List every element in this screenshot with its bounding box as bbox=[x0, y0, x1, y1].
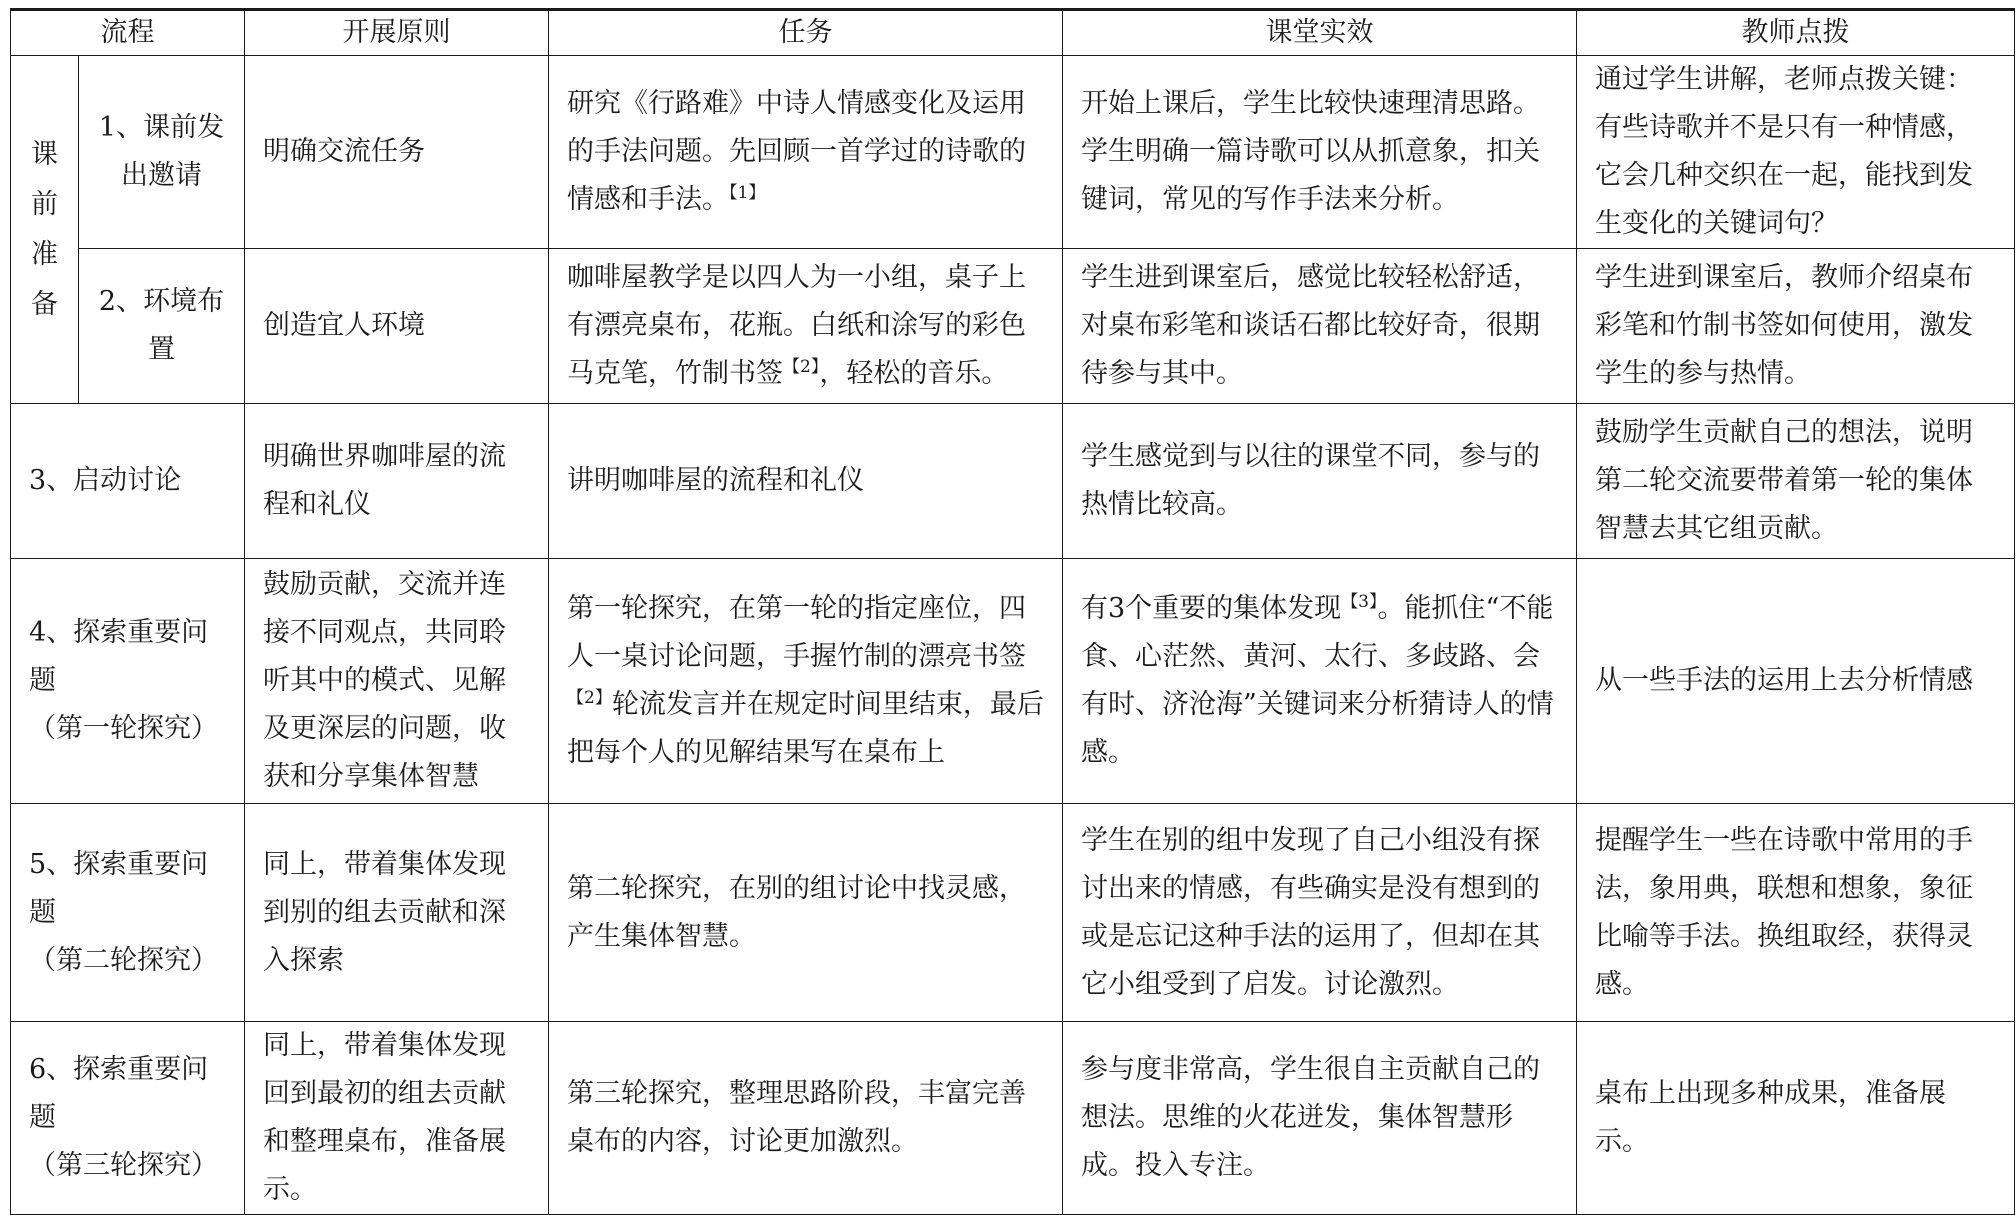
task-cell: 咖啡屋教学是以四人为一小组，桌子上有漂亮桌布，花瓶。白纸和涂写的彩色马克笔，竹制书签$^{【2】}$，轻松的音乐。 bbox=[549, 249, 1063, 404]
step-cell: 2、环境布置 bbox=[79, 249, 245, 404]
guidance-cell: 通过学生讲解，老师点拨关键：有些诗歌并不是只有一种情感，它会几种交织在一起，能找到发生变化的关键词句？ bbox=[1577, 56, 2015, 249]
task-cell: 第二轮探究，在别的组讨论中找灵感，产生集体智慧。 bbox=[549, 804, 1063, 1022]
table-row bbox=[11, 404, 2015, 559]
table-row bbox=[11, 1022, 2015, 1215]
footnote-ref: 【2】 bbox=[783, 357, 820, 377]
step-cell: 3、启动讨论 bbox=[11, 404, 245, 559]
table-row bbox=[11, 559, 2015, 804]
principle-cell: 明确交流任务 bbox=[245, 56, 549, 249]
header-process: 流程 bbox=[11, 10, 245, 56]
task-cell: 第三轮探究，整理思路阶段，丰富完善桌布的内容，讨论更加激烈。 bbox=[549, 1022, 1063, 1215]
principle-cell: 同上，带着集体发现回到最初的组去贡献和整理桌布，准备展示。 bbox=[245, 1022, 549, 1215]
principle-cell: 明确世界咖啡屋的流程和礼仪 bbox=[245, 404, 549, 559]
principle-cell: 同上，带着集体发现到别的组去贡献和深入探索 bbox=[245, 804, 549, 1022]
effect-cell: 有3个重要的集体发现$^{【3】}$。能抓住“不能食、心茫然、黄河、太行、多歧路、会有时、济沧海”关键词来分析猜诗人的情感。 bbox=[1063, 559, 1577, 804]
header-row bbox=[11, 10, 2015, 56]
teaching-flow-table-wrapper bbox=[10, 8, 2014, 1215]
table-row bbox=[11, 804, 2015, 1022]
header-principle: 开展原则 bbox=[245, 10, 549, 56]
guidance-cell: 学生进到课室后，教师介绍桌布彩笔和竹制书签如何使用，激发学生的参与热情。 bbox=[1577, 249, 2015, 404]
guidance-cell: 鼓励学生贡献自己的想法，说明第二轮交流要带着第一轮的集体智慧去其它组贡献。 bbox=[1577, 404, 2015, 559]
header-guidance: 教师点拨 bbox=[1577, 10, 2015, 56]
footnote-ref: 【1】 bbox=[729, 183, 766, 203]
effect-cell: 开始上课后，学生比较快速理清思路。学生明确一篇诗歌可以从抓意象，扣关键词，常见的写作手法来分析。 bbox=[1063, 56, 1577, 249]
group-label-pre-class: 课 前 准 备 bbox=[11, 56, 79, 404]
step-cell: 6、探索重要问题 （第三轮探究） bbox=[11, 1022, 245, 1215]
task-cell: 研究《行路难》中诗人情感变化及运用的手法问题。先回顾一首学过的诗歌的情感和手法。$^{【1】}$ bbox=[549, 56, 1063, 249]
task-cell: 第一轮探究，在第一轮的指定座位，四人一桌讨论问题，手握竹制的漂亮书签$^{【2】}$轮流发言并在规定时间里结束，最后把每个人的见解结果写在桌布上 bbox=[549, 559, 1063, 804]
step-cell: 1、课前发出邀请 bbox=[79, 56, 245, 249]
header-effect: 课堂实效 bbox=[1063, 10, 1577, 56]
guidance-cell: 从一些手法的运用上去分析情感 bbox=[1577, 559, 2015, 804]
task-cell: 讲明咖啡屋的流程和礼仪 bbox=[549, 404, 1063, 559]
effect-cell: 学生进到课室后，感觉比较轻松舒适，对桌布彩笔和谈话石都比较好奇，很期待参与其中。 bbox=[1063, 249, 1577, 404]
step-cell: 5、探索重要问题 （第二轮探究） bbox=[11, 804, 245, 1022]
footnote-ref: 【2】 bbox=[567, 688, 612, 708]
teaching-flow-table bbox=[10, 8, 2015, 1215]
footnote-ref: 【3】 bbox=[1341, 592, 1378, 612]
guidance-cell: 桌布上出现多种成果，准备展示。 bbox=[1577, 1022, 2015, 1215]
table-row bbox=[11, 249, 2015, 404]
effect-cell: 参与度非常高，学生很自主贡献自己的想法。思维的火花迸发，集体智慧形成。投入专注。 bbox=[1063, 1022, 1577, 1215]
effect-cell: 学生感觉到与以往的课堂不同，参与的热情比较高。 bbox=[1063, 404, 1577, 559]
header-task: 任务 bbox=[549, 10, 1063, 56]
effect-cell: 学生在别的组中发现了自己小组没有探讨出来的情感，有些确实是没有想到的或是忘记这种手法的运用了，但却在其它小组受到了启发。讨论激烈。 bbox=[1063, 804, 1577, 1022]
table-row bbox=[11, 56, 2015, 249]
principle-cell: 鼓励贡献，交流并连接不同观点，共同聆听其中的模式、见解及更深层的问题，收获和分享集体智慧 bbox=[245, 559, 549, 804]
step-cell: 4、探索重要问题 （第一轮探究） bbox=[11, 559, 245, 804]
principle-cell: 创造宜人环境 bbox=[245, 249, 549, 404]
guidance-cell: 提醒学生一些在诗歌中常用的手法，象用典，联想和想象，象征比喻等手法。换组取经，获得灵感。 bbox=[1577, 804, 2015, 1022]
